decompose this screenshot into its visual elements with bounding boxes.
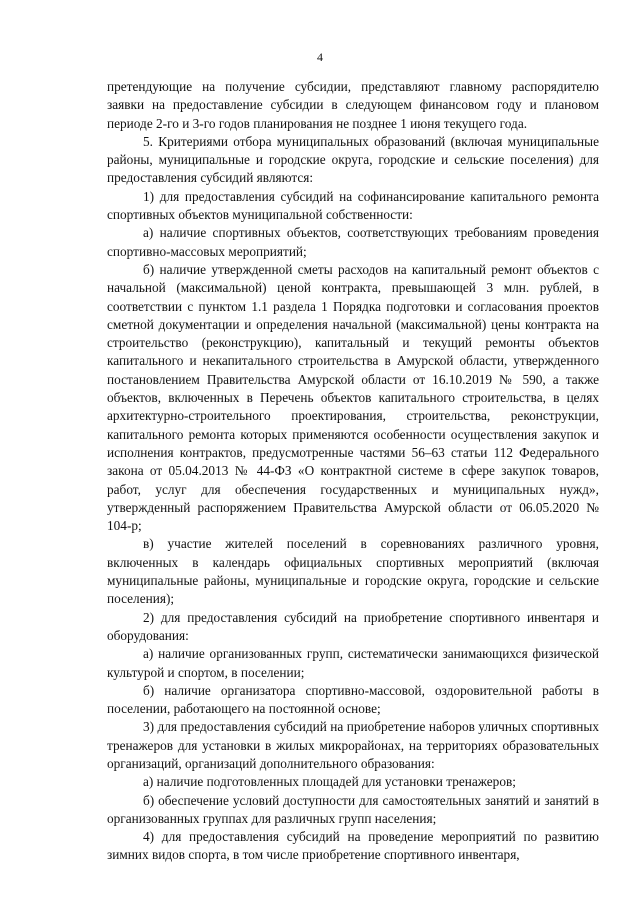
paragraph-item-2: 2) для предоставления субсидий на приобретение спортивного инвентаря и оборудования: <box>107 609 599 643</box>
paragraph-item-1: 1) для предоставления субсидий на софинансирование капитального ремонта спортивных объектов муниципальной собственности: <box>107 188 599 223</box>
page-number: 4 <box>317 50 323 64</box>
paragraph-item-4: 4) для предоставления субсидий на проведение мероприятий по развитию зимних видов спорта, в том числе приобретение спортивного инвентаря, <box>107 829 599 863</box>
paragraph-continuation: претендующие на получение субсидии, представляют главному распорядителю заявки на предоставление субсидии в следующем финансовом году и плановом периоде 2-го и 3-го годов планирования не позднее 1 июня текущего года. <box>107 79 599 131</box>
paragraph-item-1a: а) наличие спортивных объектов, соответствующих требованиям проведения спортивно-массовых мероприятий; <box>107 225 599 259</box>
paragraph-criteria-intro: 5. Критериями отбора муниципальных образований (включая муниципальные районы, муниципальные и городские округа, городские и сельские поселения) для предоставления субсидий являются: <box>107 133 599 186</box>
paragraph-item-3b: б) обеспечение условий доступности для самостоятельных занятий и занятий в организованных группах для различных групп населения; <box>107 792 599 826</box>
paragraph-item-2b: б) наличие организатора спортивно-массовой, оздоровительной работы в поселении, работающего на постоянной основе; <box>107 682 599 717</box>
paragraph-item-1b: б) наличие утвержденной сметы расходов на капитальный ремонт объектов с начальной (максимальной) ценой контракта, превышающей 3 млн. рублей, в соответствии с пунктом 1.1 раздела 1 Порядка подготовки и согласования проектов сметной документации и определения начальной (максимальной) цены контракта на строительство (реконструкцию), капитальный и текущий ремонты объектов капитального и некапитального строительства в Амурской области, утвержденного постановлением Правительства Амурской области от 16.10.2019 № 590, а также объектов, включенных в Перечень объектов капитального строительства, в целях архитектурно-строительного проектирования, строительства, реконструкции, капитального ремонта которых применяются особенности осуществления закупок и исполнения контрактов, предусмотренные частями 56–63 статьи 112 Федерального закона от 05.04.2013 № 44-ФЗ «О контрактной системе в сфере закупок товаров, работ, услуг для обеспечения государственных и муниципальных нужд», утвержденный распоряжением Правительства Амурской области от 06.05.2020 № 104-р; <box>107 261 599 534</box>
paragraph-item-3: 3) для предоставления субсидий на приобретение наборов уличных спортивных тренажеров для установки в жилых микрорайонах, на территориях образовательных организаций, организаций дополнительного образования: <box>107 719 599 771</box>
paragraph-item-3a: а) наличие подготовленных площадей для установки тренажеров; <box>143 774 516 790</box>
document-body <box>107 78 599 865</box>
paragraph-item-1c: в) участие жителей поселений в соревнованиях различного уровня, включенных в календарь официальных спортивных мероприятий (включая муниципальные районы, муниципальные и городские округа, городские и сельские поселения); <box>107 536 599 607</box>
paragraph-item-2a: а) наличие организованных групп, систематически занимающихся физической культурой и спортом, в поселении; <box>107 646 599 680</box>
